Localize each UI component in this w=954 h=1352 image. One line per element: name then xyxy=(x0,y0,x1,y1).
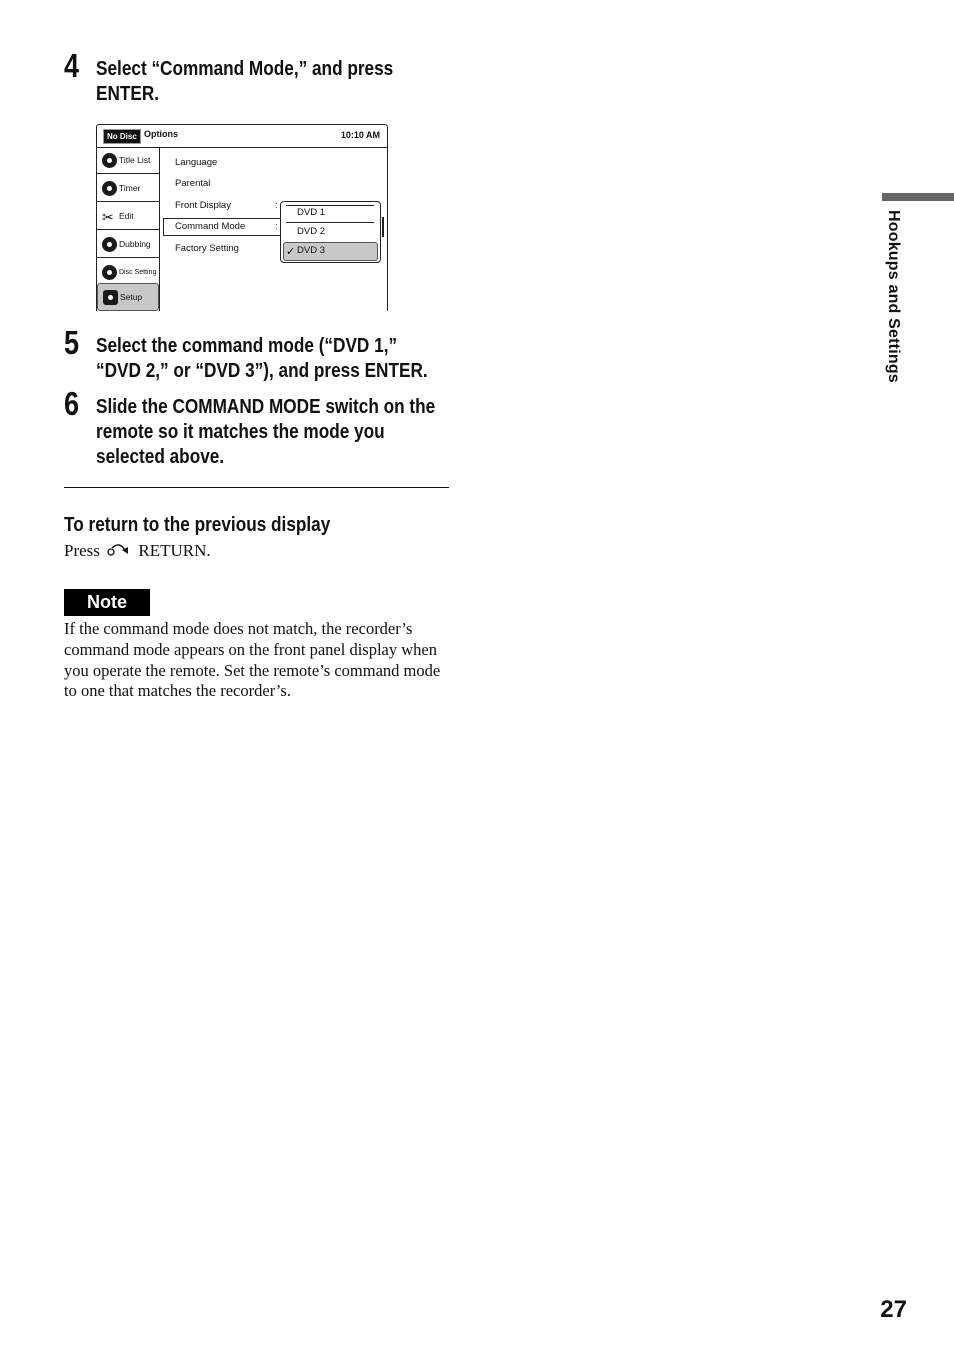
note-line: to one that matches the recorder’s. xyxy=(64,681,291,701)
section-divider xyxy=(64,487,449,488)
note-badge: Note xyxy=(64,589,150,616)
sidebar-item-timer[interactable] xyxy=(97,175,159,202)
step-number: 6 xyxy=(64,385,80,422)
step-line: ENTER. xyxy=(96,83,160,105)
note-line: If the command mode does not match, the recorder’s xyxy=(64,619,413,638)
sidebar-item-title-list[interactable] xyxy=(97,147,159,174)
sidebar-item-label: Setup xyxy=(120,292,143,302)
no-disc-badge: No Disc xyxy=(103,129,141,144)
screen-title: Options xyxy=(144,129,178,139)
return-instruction xyxy=(64,541,211,562)
return-icon xyxy=(106,542,132,558)
sidebar-item-label: Timer xyxy=(119,183,141,193)
option-dvd-1[interactable]: DVD 1 xyxy=(297,207,325,218)
sidebar-item-edit[interactable] xyxy=(97,203,159,230)
step-line: remote so it matches the mode you xyxy=(96,421,385,443)
sidebar-item-dubbing[interactable] xyxy=(97,231,159,258)
dubbing-icon xyxy=(102,237,117,252)
step-instruction xyxy=(96,395,436,470)
section-tab-label: Hookups and Settings xyxy=(885,210,902,383)
sidebar-item-label: Dubbing xyxy=(119,239,151,249)
scroll-indicator xyxy=(382,217,384,237)
option-dvd-2[interactable]: DVD 2 xyxy=(297,226,325,237)
screen-header xyxy=(97,125,387,148)
press-text: Press xyxy=(64,541,100,560)
sidebar-item-label: Edit xyxy=(119,211,134,221)
note-line: command mode appears on the front panel display when xyxy=(64,639,437,659)
sidebar-item-disc-setting[interactable] xyxy=(97,259,159,286)
divider xyxy=(286,205,374,206)
checkmark-icon: ✓ xyxy=(286,246,296,258)
colon: : xyxy=(275,221,278,231)
step-line: Select “Command Mode,” and press xyxy=(96,58,394,80)
step-line: selected above. xyxy=(96,446,225,468)
divider xyxy=(286,222,374,223)
section-tab-bar xyxy=(882,193,954,201)
command-mode-popup xyxy=(280,201,381,263)
setup-sidebar xyxy=(97,147,160,311)
step-instruction xyxy=(96,334,428,384)
step-instruction xyxy=(96,57,414,107)
step-number: 4 xyxy=(64,47,80,84)
sidebar-item-setup[interactable] xyxy=(97,283,159,311)
options-screen xyxy=(96,124,388,311)
menu-item-parental[interactable]: Parental xyxy=(175,178,211,189)
menu-item-command-mode[interactable]: Command Mode xyxy=(175,221,246,232)
note-text xyxy=(64,619,454,702)
step-line: Select the command mode (“DVD 1,” xyxy=(96,335,398,357)
step-line: Slide the COMMAND MODE switch on the xyxy=(96,396,436,418)
menu-item-language[interactable]: Language xyxy=(175,157,218,168)
step-line: “DVD 2,” or “DVD 3”), and press ENTER. xyxy=(96,360,428,382)
return-heading: To return to the previous display xyxy=(64,514,331,536)
toolbox-icon xyxy=(103,290,118,305)
page-number: 27 xyxy=(880,1296,907,1323)
note-line: you operate the remote. Set the remote’s command mode xyxy=(64,660,441,680)
timer-icon xyxy=(102,181,117,196)
menu-item-factory-setting[interactable]: Factory Setting xyxy=(175,243,239,254)
clock: 10:10 AM xyxy=(340,130,380,140)
title-list-icon xyxy=(102,153,117,168)
scissors-icon: ✂ xyxy=(102,209,114,225)
disc-icon xyxy=(102,265,117,280)
sidebar-item-label: Disc Setting xyxy=(119,269,157,276)
menu-item-front-display[interactable]: Front Display xyxy=(175,200,231,211)
step-number: 5 xyxy=(64,324,80,361)
return-label: RETURN. xyxy=(138,541,211,560)
sidebar-item-label: Title List xyxy=(119,155,151,165)
option-dvd-3[interactable]: DVD 3 xyxy=(297,245,325,256)
colon: : xyxy=(275,200,278,210)
